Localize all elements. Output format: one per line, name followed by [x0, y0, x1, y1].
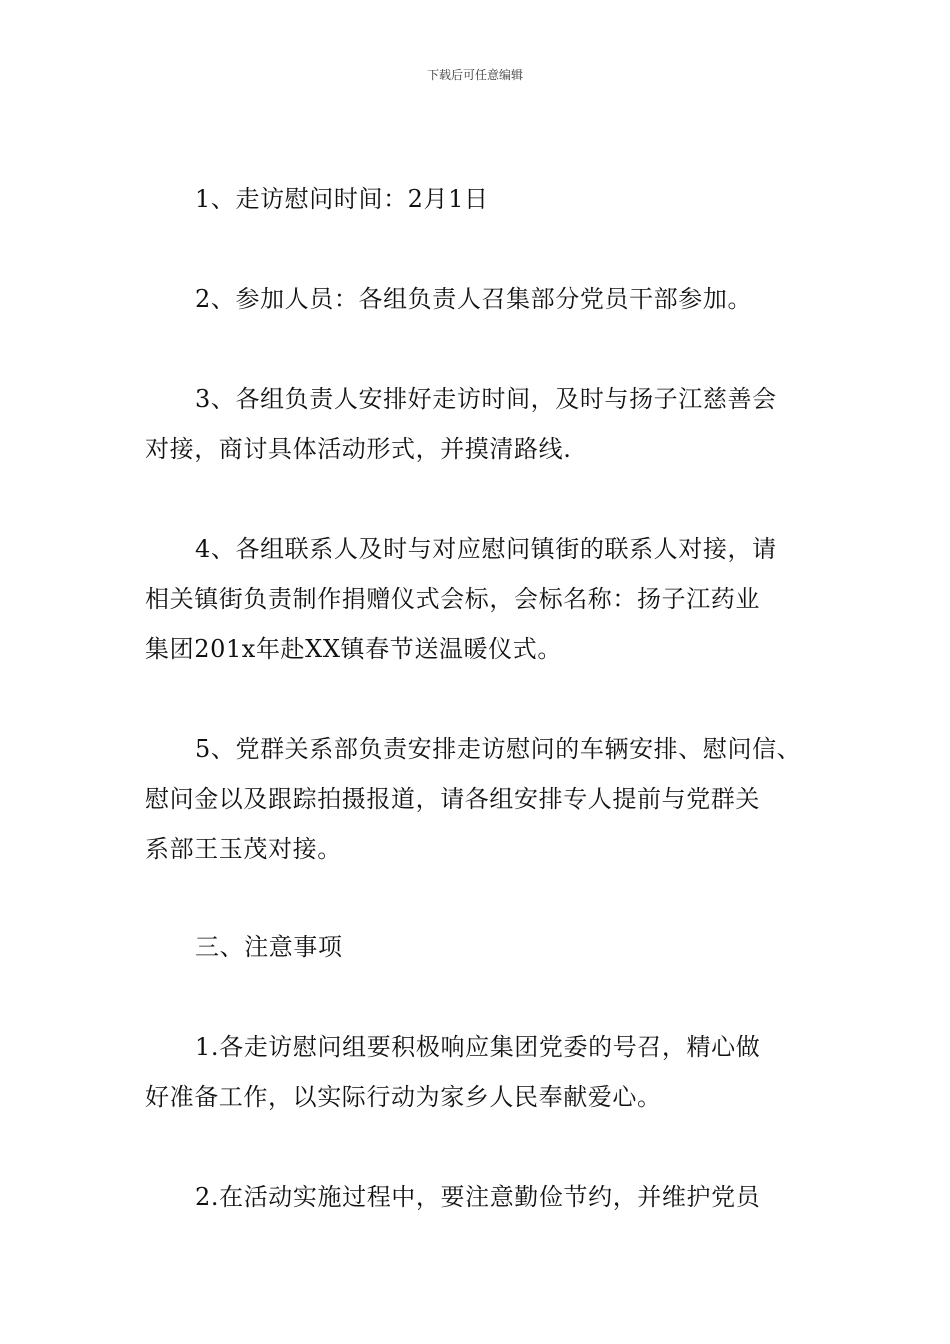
item-4-line-2: 相关镇街负责制作捐赠仪式会标，会标名称：扬子江药业	[145, 585, 760, 613]
header-note: 下载后可任意编辑	[426, 68, 523, 82]
note-1-line-1: 1.各走访慰问组要积极响应集团党委的号召，精心做	[195, 1033, 761, 1061]
item-3-line-2: 对接，商讨具体活动形式，并摸清路线.	[145, 435, 572, 463]
item-4-line-3: 集团201x年赴XX镇春节送温暖仪式。	[145, 635, 562, 663]
note-2-line-1: 2.在活动实施过程中，要注意勤俭节约，并维护党员	[195, 1183, 761, 1211]
note-1-line-2: 好准备工作，以实际行动为家乡人民奉献爱心。	[145, 1083, 662, 1111]
item-4-line-1: 4、各组联系人及时与对应慰问镇街的联系人对接，请	[195, 535, 777, 563]
item-5-line-1: 5、党群关系部负责安排走访慰问的车辆安排、慰问信、	[195, 735, 802, 763]
item-5-line-2: 慰问金以及跟踪拍摄报道，请各组安排专人提前与党群关	[145, 785, 760, 813]
item-2-line-1: 2、参加人员：各组负责人召集部分党员干部参加。	[195, 285, 753, 313]
item-5-line-3: 系部王玉茂对接。	[145, 835, 342, 863]
item-1-line-1: 1、走访慰问时间：2月1日	[195, 185, 489, 213]
section-heading: 三、注意事项	[195, 933, 343, 961]
item-3-line-1: 3、各组负责人安排好走访时间，及时与扬子江慈善会	[195, 385, 777, 413]
